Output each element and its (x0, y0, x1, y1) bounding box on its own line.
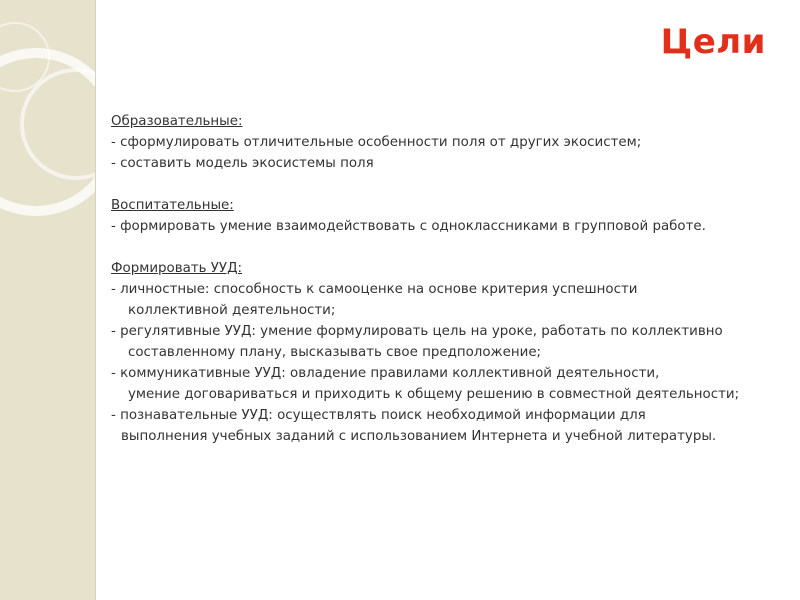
section-heading-educational: Образовательные: (111, 114, 243, 129)
spacer (111, 174, 791, 195)
slide-body (111, 111, 791, 447)
list-item-continuation: коллективной деятельности; (128, 303, 336, 318)
list-item: - регулятивные УУД: умение формулировать цель на уроке, работать по коллективно (111, 324, 723, 339)
spacer (111, 237, 791, 258)
list-item: - познавательные УУД: осуществлять поиск необходимой информации для (111, 408, 646, 423)
section-heading-uud: Формировать УУД: (111, 261, 243, 276)
list-item: - составить модель экосистемы поля (111, 156, 374, 171)
decorative-sidebar (0, 0, 95, 600)
list-item-continuation: составленному плану, высказывать свое предположение; (128, 345, 542, 360)
list-item: - личностные: способность к самооценке на основе критерия успешности (111, 282, 638, 297)
list-item-continuation: умение договариваться и приходить к общему решению в совместной деятельности; (128, 387, 740, 402)
list-item: - формировать умение взаимодействовать с одноклассниками в групповой работе. (111, 219, 706, 234)
list-item-continuation: выполнения учебных заданий с использованием Интернета и учебной литературы. (121, 429, 717, 444)
slide-title: Цели (660, 22, 766, 62)
sidebar-divider (95, 0, 96, 600)
list-item: - сформулировать отличительные особенности поля от других экосистем; (111, 135, 642, 150)
list-item: - коммуникативные УУД: овладение правилами коллективной деятельности, (111, 366, 660, 381)
section-heading-upbringing: Воспитательные: (111, 198, 234, 213)
